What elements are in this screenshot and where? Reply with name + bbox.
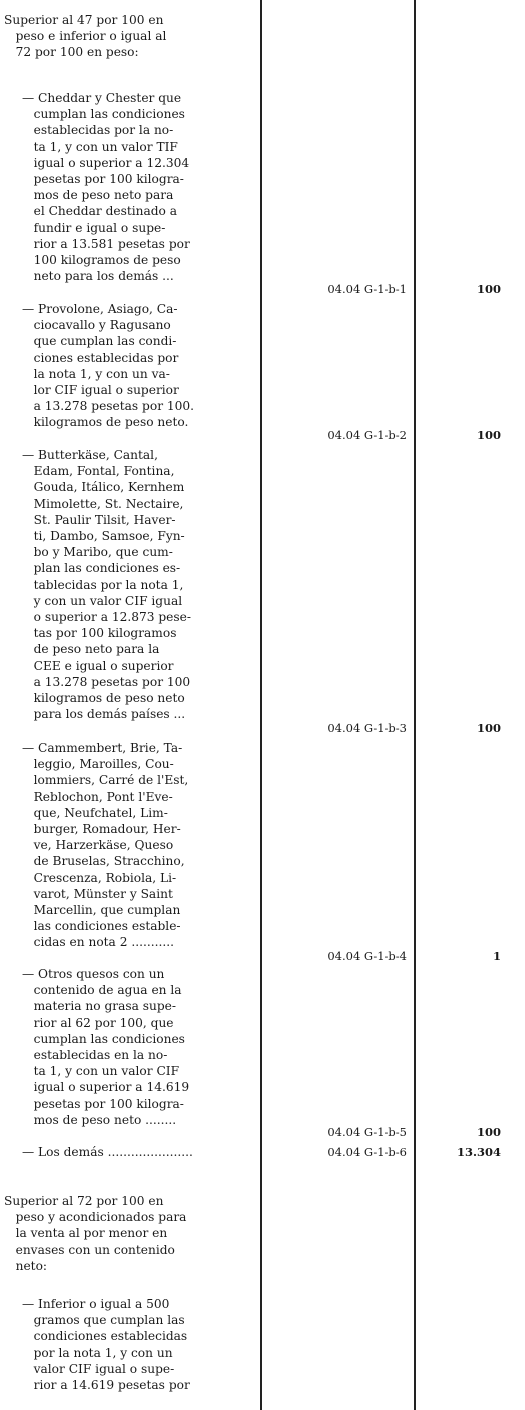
tariff-code: 04.04 G-1-b-2 [327,428,407,442]
duty-value: 100 [476,282,501,296]
tariff-code: 04.04 G-1-b-4 [327,949,407,963]
tariff-item-description: — Cammembert, Brie, Ta- leggio, Maroilles, Cou- lommiers, Carré de l'Est, Reblochon, Pont l'Eve- que, Neufchatel, Lim- burger, Romadour, Her- ve, Harzerkäse, Queso de Bruselas, Stracchino, Crescenza, Robiola, Li- varot, Münster y Saint Marcellin, que cumplan las condiciones estable- cidas en nota 2 ........... [22,741,189,950]
tariff-item-description: — Inferior o igual a 500 gramos que cumplan las condiciones establecidas por la nota 1, y con un valor CIF igual o supe- rior a 14.619 pesetas por [22,1297,190,1393]
column-divider-right [414,0,416,1410]
duty-value: 13.304 [456,1145,501,1159]
section-heading: Superior al 47 por 100 en peso e inferior o igual al 72 por 100 en peso: [4,13,167,60]
duty-value: 100 [476,428,501,442]
tariff-item-description: — Los demás ...................... [22,1145,193,1159]
duty-value: 100 [476,721,501,735]
section-heading: Superior al 72 por 100 en peso y acondicionados para la venta al por menor en envases con un contenido neto: [4,1194,187,1273]
tariff-item-description: — Butterkäse, Cantal, Edam, Fontal, Fontina, Gouda, Itálico, Kernhem Mimolette, St. Nectaire, St. Paulir Tilsit, Haver- ti, Dambo, Samsoe, Fyn- bo y Maribo, que cum- plan las condiciones es- tablecidas por la nota 1, y con un valor CIF igual o superior a 12.873 pese- tas por 100 kilogramos de peso neto para la CEE e igual o superior a 13.278 pesetas por 100 kilogramos de peso neto para los demás países ... [22,448,191,722]
tariff-code: 04.04 G-1-b-3 [327,721,407,735]
tariff-item-description: — Otros quesos con un contenido de agua en la materia no grasa supe- rior al 62 por 100, que cumplan las condiciones establecidas en la no- ta 1, y con un valor CIF igual o superior a 14.619 pesetas por 100 kilogra- mos de peso neto ........ [22,967,190,1127]
tariff-item-description: — Cheddar y Chester que cumplan las condiciones establecidas por la no- ta 1, y con un valor TIF igual o superior a 12.304 pesetas por 100 kilogra- mos de peso neto para el Cheddar destinado a fundir e igual o supe- rior a 13.581 pesetas por 100 kilogramos de peso neto para los demás ... [22,91,190,284]
duty-value: 1 [492,949,501,963]
column-divider-left [260,0,262,1410]
tariff-item-description: — Provolone, Asiago, Ca- ciocavallo y Ragusano que cumplan las condi- ciones establecidas por la nota 1, y con un va- lor CIF igual o superior a 13.278 pesetas por 100. kilogramos de peso neto. [22,302,195,430]
tariff-code: 04.04 G-1-b-5 [327,1125,407,1139]
tariff-code: 04.04 G-1-b-1 [327,282,407,296]
tariff-code: 04.04 G-1-b-6 [327,1145,407,1159]
duty-value: 100 [476,1125,501,1139]
